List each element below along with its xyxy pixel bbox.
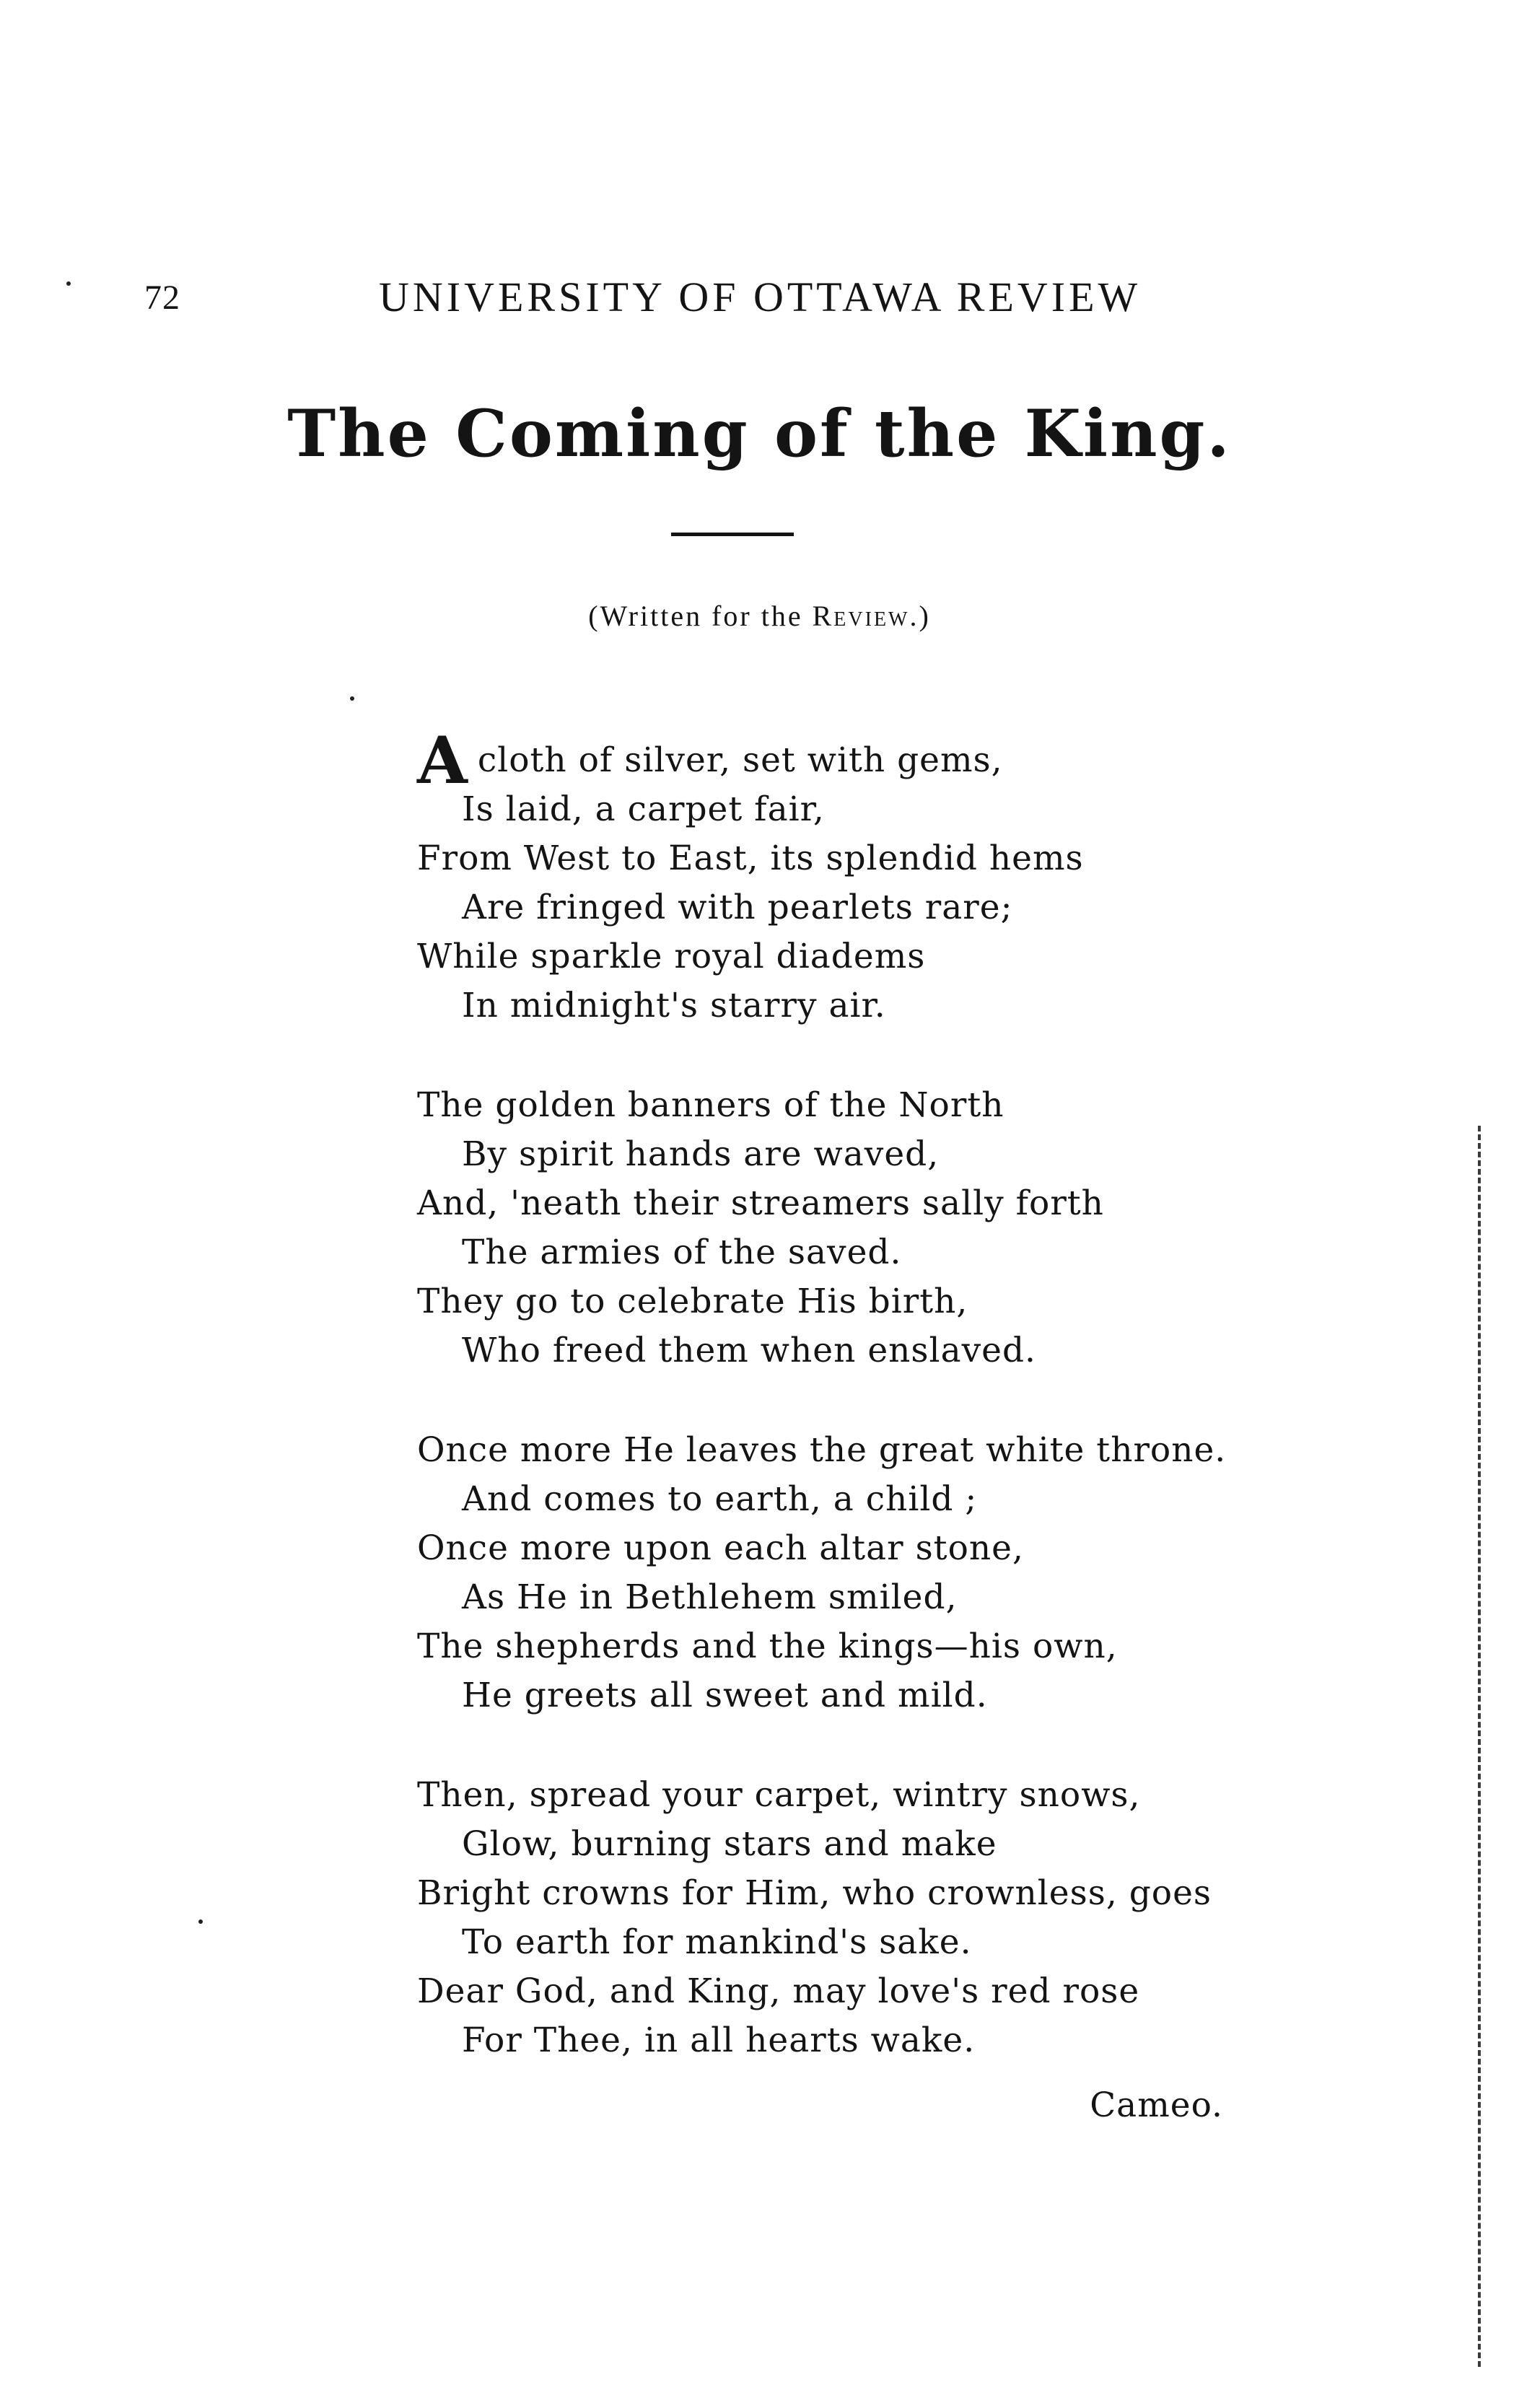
poem-line: In midnight's starry air. bbox=[462, 986, 886, 1025]
poem-line: As He in Bethlehem smiled, bbox=[462, 1577, 958, 1617]
running-title: UNIVERSITY OF OTTAWA REVIEW bbox=[379, 273, 1142, 320]
binding-edge bbox=[1478, 1126, 1481, 2367]
poem-line: By spirit hands are waved, bbox=[462, 1134, 940, 1174]
signature: Cameo. bbox=[1090, 2085, 1223, 2125]
poem-line: For Thee, in all hearts wake. bbox=[462, 2020, 976, 2060]
poem-line bbox=[417, 722, 1283, 799]
poem-line: Are fringed with pearlets rare; bbox=[462, 888, 1013, 927]
subtitle-review: Review bbox=[812, 600, 910, 632]
print-speck bbox=[66, 281, 71, 286]
poem-line: They go to celebrate His birth, bbox=[417, 1282, 968, 1321]
poem-line: While sparkle royal diadems bbox=[417, 937, 926, 976]
poem-line: Once more He leaves the great white throne. bbox=[417, 1430, 1227, 1470]
print-speck bbox=[198, 1919, 203, 1924]
poem-line: Glow, burning stars and make bbox=[462, 1824, 997, 1864]
poem-line: And, 'neath their streamers sally forth bbox=[417, 1183, 1104, 1223]
poem-line: Bright crowns for Him, who crownless, goes bbox=[417, 1873, 1212, 1913]
poem-line: And comes to earth, a child ; bbox=[462, 1479, 978, 1519]
poem-title: The Coming of the King. bbox=[287, 395, 1232, 472]
subtitle-prefix: (Written for the bbox=[588, 600, 813, 632]
poem-subtitle bbox=[0, 599, 1519, 633]
poem-line: Who freed them when enslaved. bbox=[462, 1331, 1036, 1370]
poem-line: The armies of the saved. bbox=[462, 1233, 902, 1272]
poem-line: From West to East, its splendid hems bbox=[417, 839, 1084, 878]
poem-line: He greets all sweet and mild. bbox=[462, 1676, 988, 1715]
drop-cap: A bbox=[417, 722, 468, 799]
poem-line: The golden banners of the North bbox=[417, 1085, 1004, 1125]
poem-line: Once more upon each altar stone, bbox=[417, 1528, 1024, 1568]
stanza-2 bbox=[417, 1081, 1283, 1375]
poem-line: Is laid, a carpet fair, bbox=[462, 789, 825, 829]
stanza-1 bbox=[417, 722, 1283, 1030]
page-number: 72 bbox=[144, 279, 180, 317]
poem-line: To earth for mankind's sake. bbox=[462, 1922, 972, 1962]
poem-body bbox=[417, 722, 1283, 2116]
title-rule bbox=[671, 533, 794, 536]
stanza-3 bbox=[417, 1426, 1283, 1720]
stanza-4 bbox=[417, 1771, 1283, 2065]
print-speck bbox=[350, 696, 354, 701]
first-line-text: cloth of silver, set with gems, bbox=[477, 740, 1003, 780]
poem-line: The shepherds and the kings—his own, bbox=[417, 1627, 1118, 1666]
poem-line: Then, spread your carpet, wintry snows, bbox=[417, 1775, 1141, 1815]
poem-line: Dear God, and King, may love's red rose bbox=[417, 1971, 1140, 2011]
subtitle-suffix: .) bbox=[909, 600, 931, 632]
